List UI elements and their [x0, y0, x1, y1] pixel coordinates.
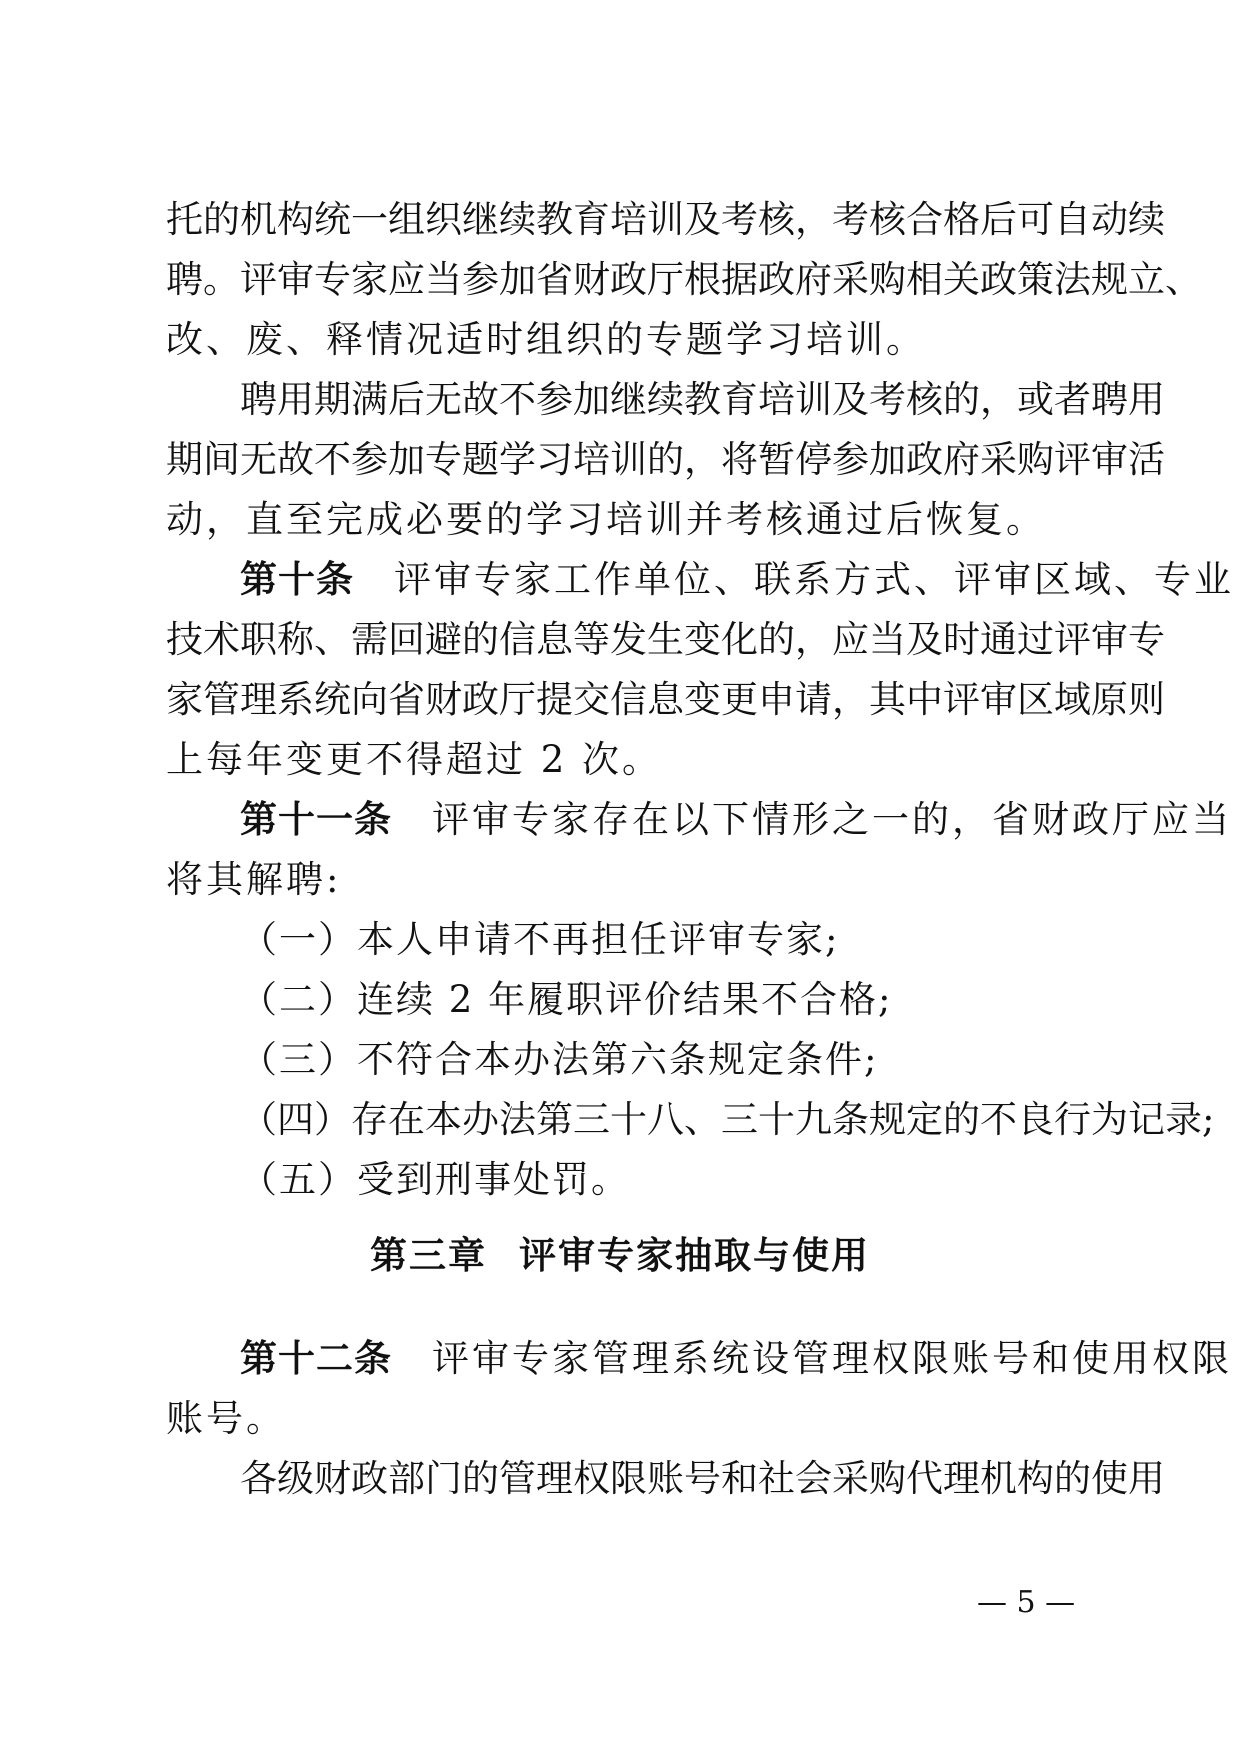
- chapter-label: 第三章: [370, 1234, 487, 1277]
- paragraph-line: 各级财政部门的管理权限账号和社会采购代理机构的使用: [240, 1457, 1165, 1500]
- article-10-line: 上每年变更不得超过 2 次。: [166, 738, 663, 781]
- article-11-line: 将其解聘:: [166, 858, 342, 901]
- article-11-text: 评审专家存在以下情形之一的，省财政厅应当: [432, 798, 1232, 841]
- page-number: — 5 —: [977, 1585, 1076, 1620]
- paragraph-line: 动，直至完成必要的学习培训并考核通过后恢复。: [166, 498, 1046, 541]
- paragraph-line: 改、废、释情况适时组织的专题学习培训。: [166, 318, 926, 361]
- article-10-line: 技术职称、需回避的信息等发生变化的，应当及时通过评审专: [166, 618, 1165, 661]
- article-10-line: 家管理系统向省财政厅提交信息变更申请，其中评审区域原则: [166, 678, 1165, 721]
- list-item: （二）连续 2 年履职评价结果不合格;: [240, 978, 893, 1021]
- list-item: （一）本人申请不再担任评审专家;: [240, 918, 840, 961]
- list-item: （三）不符合本办法第六条规定条件;: [240, 1038, 879, 1081]
- article-10-first-line: [240, 558, 1234, 602]
- article-12-text: 评审专家管理系统设管理权限账号和使用权限: [432, 1337, 1232, 1380]
- chapter-title: 评审专家抽取与使用: [519, 1234, 870, 1277]
- paragraph-line: 期间无故不参加专题学习培训的，将暂停参加政府采购评审活: [166, 438, 1165, 481]
- list-item: （四）存在本办法第三十八、三十九条规定的不良行为记录;: [240, 1098, 1215, 1141]
- list-item: （五）受到刑事处罚。: [240, 1158, 630, 1201]
- paragraph-line: 托的机构统一组织继续教育培训及考核，考核合格后可自动续: [166, 198, 1165, 241]
- paragraph-line: 聘用期满后无故不参加继续教育培训及考核的，或者聘用: [240, 378, 1165, 421]
- article-12-first-line: [240, 1337, 1232, 1381]
- article-11-heading: 第十一条: [240, 798, 392, 841]
- article-12-heading: 第十二条: [240, 1337, 392, 1380]
- paragraph-line: 聘。评审专家应当参加省财政厅根据政府采购相关政策法规立、: [166, 258, 1202, 301]
- article-12-line: 账号。: [166, 1397, 286, 1440]
- article-10-text: 评审专家工作单位、联系方式、评审区域、专业: [394, 558, 1234, 601]
- chapter-heading: [0, 1234, 1240, 1278]
- article-10-heading: 第十条: [240, 558, 354, 601]
- article-11-first-line: [240, 798, 1232, 842]
